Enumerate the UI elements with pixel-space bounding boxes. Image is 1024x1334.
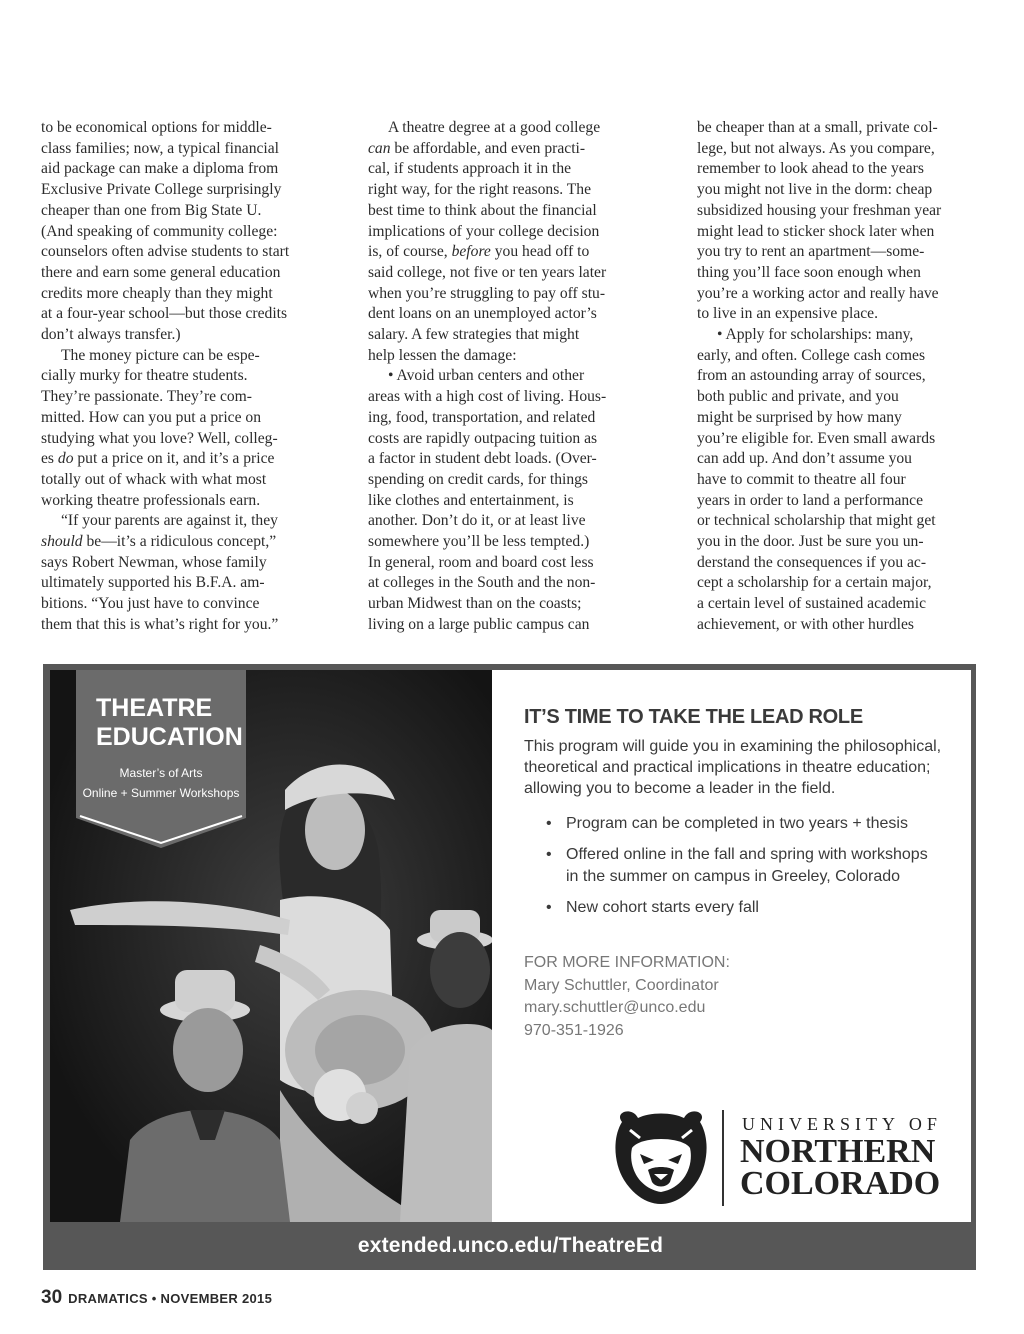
text-line: lege, but not always. As you compare,	[697, 139, 935, 157]
text-line: Exclusive Private College surprisingly	[41, 181, 282, 199]
text-line: said college, not five or ten years later	[368, 263, 607, 281]
banner-title-line-2: EDUCATION	[96, 723, 243, 751]
text-line: from an astounding array of sources,	[697, 367, 926, 385]
text-line: A theatre degree at a good college	[388, 119, 601, 136]
col1-paragraph-3	[41, 511, 329, 635]
text-line: a certain level of sustained academic	[697, 595, 927, 613]
text-line: cept a scholarship for a certain major,	[697, 574, 932, 592]
theatre-education-banner	[76, 670, 246, 848]
text-line: spending on credit cards, for things	[368, 470, 588, 488]
text-fragment: es	[41, 450, 58, 468]
text-line: • Apply for scholarships: many,	[717, 326, 914, 344]
text-line: says Robert Newman, whose family	[41, 553, 267, 571]
contact-phone: 970-351-1926	[524, 1021, 624, 1039]
ad-url-link[interactable]: extended.unco.edu/TheatreEd	[357, 1234, 664, 1257]
col1-paragraph-2	[41, 346, 329, 512]
text-line: studying what you love? Well, colleg-	[41, 429, 278, 447]
text-line: when you’re struggling to pay off stu-	[368, 284, 606, 302]
article-column-3	[697, 118, 985, 636]
text-fragment: put a price on it, and it’s a price	[73, 450, 275, 468]
text-line: both public and private, and you	[697, 388, 899, 406]
contact-name: Mary Schuttler, Coordinator	[524, 976, 719, 994]
text-line: cal, if students approach it in the	[368, 160, 572, 178]
text-line: subsidized housing your freshman year	[697, 201, 942, 219]
text-line: In general, room and board cost less	[368, 553, 594, 571]
text-line: (And speaking of community college:	[41, 222, 278, 240]
ad-intro-line: allowing you to become a leader in the field.	[524, 780, 836, 797]
italic-word: should	[41, 533, 83, 551]
text-line: working theatre professionals earn.	[41, 491, 261, 509]
bear-logo-icon	[610, 1108, 712, 1206]
text-fragment: be affordable, and even practi-	[390, 139, 586, 157]
text-line: dent loans on an unemployed actor’s	[368, 305, 597, 323]
article-column-2	[368, 118, 656, 636]
text-line: cially murky for theatre students.	[41, 367, 248, 385]
text-line: salary. A few strategies that might	[368, 326, 580, 344]
text-line: bitions. “You just have to convince	[41, 595, 260, 613]
ad-bullet-item	[546, 813, 956, 835]
col2-paragraph-1	[368, 118, 656, 366]
text-line	[368, 242, 656, 263]
ad-bullet-text: • Program can be completed in two years + thesis	[566, 815, 908, 832]
publication-issue: DRAMATICS • NOVEMBER 2015	[68, 1291, 273, 1306]
text-fragment: you head off to	[490, 243, 590, 261]
university-of-text: UNIVERSITY OF	[742, 1114, 942, 1134]
italic-word: before	[451, 243, 491, 261]
col3-paragraph-1	[697, 118, 985, 325]
text-line: them that this is what’s right for you.”	[41, 615, 279, 633]
ad-bullet-text: • New cohort starts every fall	[566, 899, 759, 916]
text-line: best time to think about the financial	[368, 201, 597, 219]
text-line: might lead to sticker shock later when	[697, 222, 935, 240]
ad-headline: IT’S TIME TO TAKE THE LEAD ROLE	[524, 706, 863, 728]
text-line: The money picture can be espe-	[61, 346, 260, 364]
logo-divider	[722, 1110, 724, 1206]
text-line: don’t always transfer.)	[41, 326, 181, 344]
text-line: years in order to land a performance	[697, 491, 924, 509]
ad-bullet-text: • Offered online in the fall and spring with workshops	[566, 846, 928, 863]
text-line: you might not live in the dorm: cheap	[697, 181, 933, 199]
ad-bullet-list	[546, 813, 956, 928]
text-line	[368, 139, 656, 160]
text-line: you in the door. Just be sure you un-	[697, 533, 924, 551]
text-line: mitted. How can you put a price on	[41, 408, 261, 426]
text-line: to be economical options for middle-	[41, 119, 272, 136]
text-line: you’re eligible for. Even small awards	[697, 429, 936, 447]
text-line: living on a large public campus can	[368, 615, 590, 633]
ad-intro-line: theoretical and practical implications in theatre education;	[524, 759, 931, 776]
text-line: can add up. And don’t assume you	[697, 450, 912, 468]
text-line: right way, for the right reasons. The	[368, 181, 592, 199]
text-line: be cheaper than at a small, private col-	[697, 119, 938, 136]
ad-bullet-text: in the summer on campus in Greeley, Colorado	[566, 868, 901, 885]
text-line: counselors often advise students to start	[41, 243, 290, 261]
text-line: remember to look ahead to the years	[697, 160, 924, 178]
text-line: areas with a high cost of living. Hous-	[368, 388, 607, 406]
contact-heading: FOR MORE INFORMATION:	[524, 954, 730, 971]
text-line: totally out of whack with what most	[41, 470, 267, 488]
text-line: class families; now, a typical financial	[41, 139, 280, 157]
text-fragment: be—it’s a ridiculous concept,”	[82, 533, 277, 551]
text-line: might be surprised by how many	[697, 408, 902, 426]
colorado-text: COLORADO	[740, 1165, 941, 1202]
page-number: 30	[41, 1287, 63, 1308]
text-fragment: is, of course,	[368, 243, 452, 261]
text-line: ultimately supported his B.F.A. am-	[41, 574, 265, 592]
text-line: aid package can make a diploma from	[41, 160, 279, 178]
italic-word: do	[57, 450, 74, 468]
ad-bullet-item	[546, 844, 956, 888]
text-line: or technical scholarship that might get	[697, 512, 936, 530]
northern-text: NORTHERN	[740, 1133, 936, 1170]
text-line: ing, food, transportation, and related	[368, 408, 596, 426]
text-line: help lessen the damage:	[368, 346, 517, 364]
text-line: achievement, or with other hurdles	[697, 615, 914, 633]
text-line: at colleges in the South and the non-	[368, 574, 596, 592]
text-line: cheaper than one from Big State U.	[41, 201, 262, 219]
ad-intro	[524, 736, 954, 799]
text-line: like clothes and entertainment, is	[368, 491, 574, 509]
text-line: to live in an expensive place.	[697, 305, 878, 323]
text-line: “If your parents are against it, they	[61, 512, 278, 530]
text-line: urban Midwest than on the coasts;	[368, 595, 582, 613]
text-line: you try to rent an apartment—some-	[697, 243, 925, 261]
text-line: derstand the consequences if you ac-	[697, 553, 927, 571]
text-line: costs are rapidly outpacing tuition as	[368, 429, 598, 447]
text-line: implications of your college decision	[368, 222, 600, 240]
ad-intro-line: This program will guide you in examining the philosophical,	[524, 738, 942, 755]
text-line: you’re a working actor and really have	[697, 284, 939, 302]
article-column-1	[41, 118, 329, 636]
text-line: thing you’ll face soon enough when	[697, 263, 921, 281]
text-line	[41, 532, 329, 553]
text-line: • Avoid urban centers and other	[388, 367, 585, 385]
contact-email[interactable]: mary.schuttler@unco.edu	[524, 999, 706, 1016]
text-line: a factor in student debt loads. (Over-	[368, 450, 597, 468]
banner-title-line-1: THEATRE	[96, 694, 213, 722]
text-line: there and earn some general education	[41, 263, 281, 281]
text-line: another. Don’t do it, or at least live	[368, 512, 586, 530]
text-line: early, and often. College cash comes	[697, 346, 926, 364]
col2-paragraph-2	[368, 366, 656, 635]
col1-paragraph-1	[41, 118, 329, 346]
banner-subtitle-line-2: Online + Summer Workshops	[82, 786, 240, 800]
col3-paragraph-2	[697, 325, 985, 636]
text-line: They’re passionate. They’re com-	[41, 388, 253, 406]
ad-contact-info	[524, 952, 730, 1042]
banner-subtitle-line-1: Master’s of Arts	[119, 766, 203, 780]
italic-word: can	[368, 139, 391, 157]
ad-bullet-item	[546, 897, 956, 919]
text-line: at a four-year school—but those credits	[41, 305, 288, 323]
text-line: credits more cheaply than they might	[41, 284, 273, 302]
page-footer	[41, 1287, 272, 1309]
text-line: have to commit to theatre all four	[697, 470, 906, 488]
text-line: somewhere you’ll be less tempted.)	[368, 533, 590, 551]
text-line	[41, 449, 329, 470]
